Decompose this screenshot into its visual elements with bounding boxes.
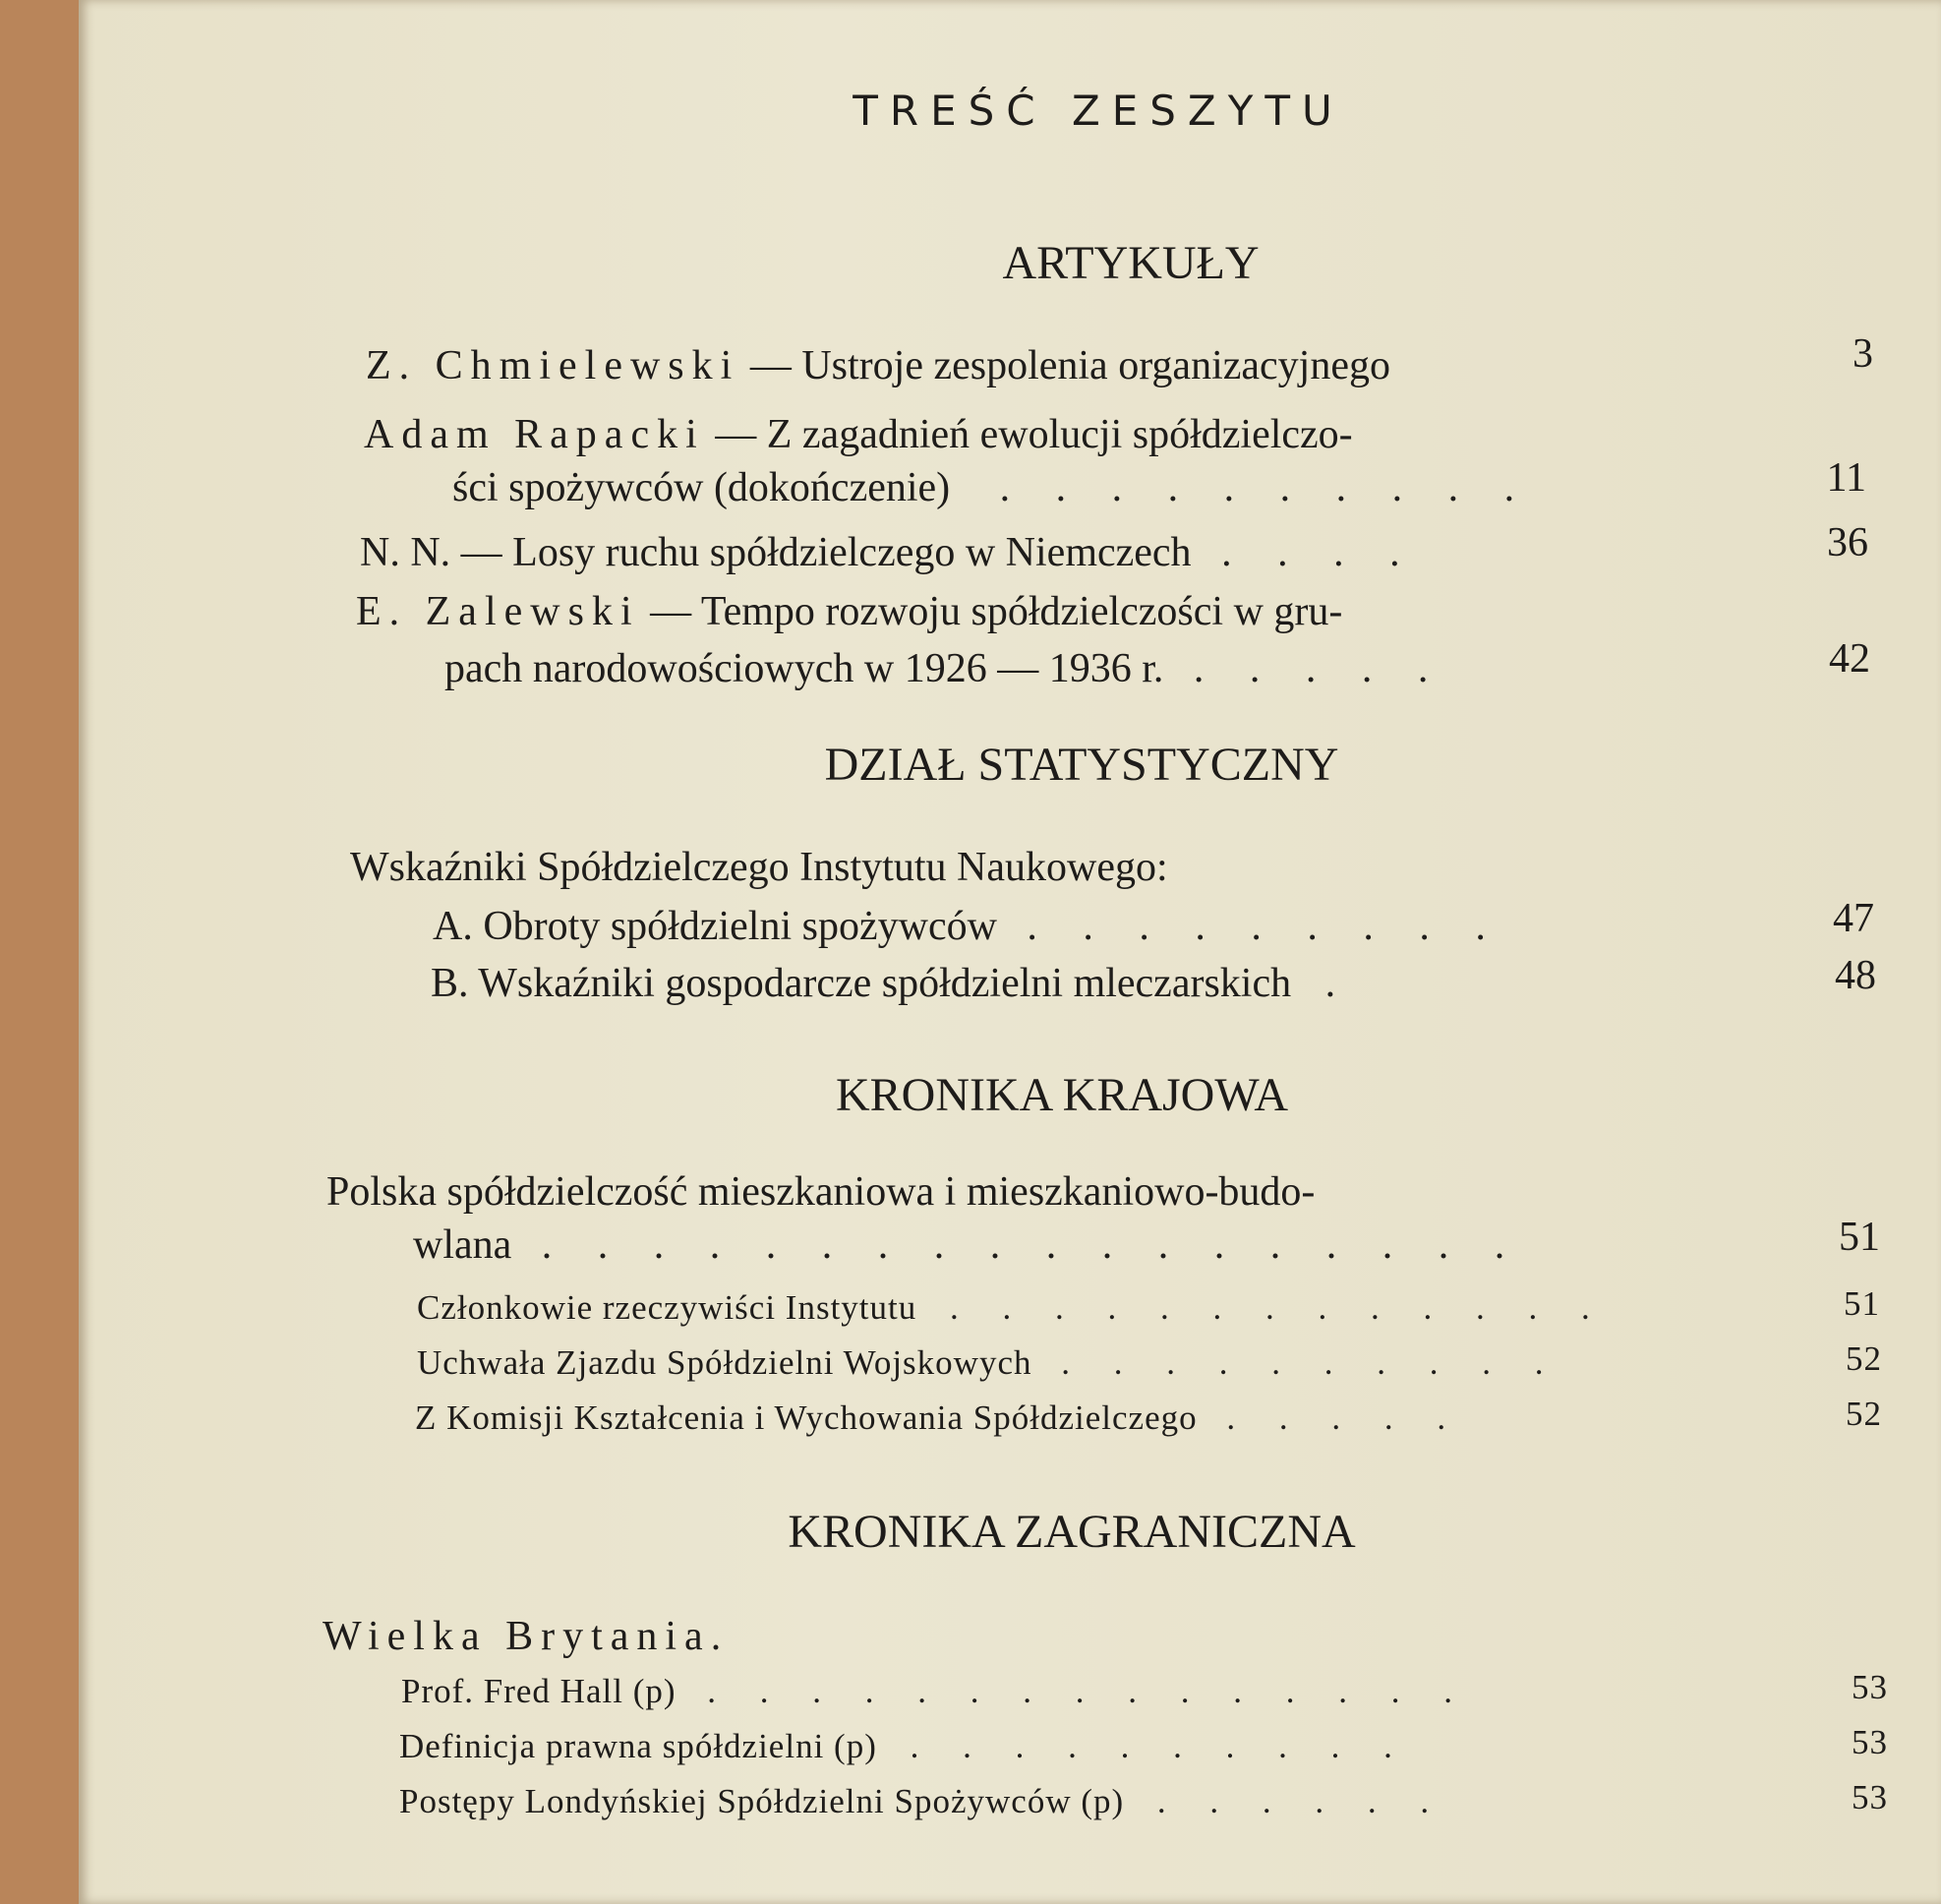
page-number: 52 <box>1846 1339 1882 1378</box>
toc-entry: Polska spółdzielczość mieszkaniowa i mieszkaniowo-budo- <box>326 1169 1316 1215</box>
toc-entry: Postępy Londyńskiej Spółdzielni Spożywców (p) . . . . . . <box>399 1782 1447 1820</box>
page-number: 53 <box>1852 1778 1888 1816</box>
section-heading-artykuly: ARTYKUŁY <box>1002 237 1260 289</box>
toc-entry-continuation: pach narodowościowych w 1926 — 1936 r. . . . . . <box>444 646 1446 691</box>
toc-entry: Prof. Fred Hall (p) . . . . . . . . . . . . . . . <box>401 1672 1471 1710</box>
toc-entry: Uchwała Zjazdu Spółdzielni Wojskowych . . . . . . . . . . <box>417 1343 1561 1382</box>
toc-entry: Z. Chmielewski — Ustroje zespolenia organizacyjnego <box>366 343 1390 388</box>
page-number: 48 <box>1835 953 1876 998</box>
page-number: 47 <box>1833 896 1874 941</box>
toc-entry: Adam Rapacki — Z zagadnień ewolucji spółdzielczo- <box>364 412 1353 457</box>
page-number: 11 <box>1826 455 1866 501</box>
toc-intro: Wskaźniki Spółdzielczego Instytutu Naukowego: <box>350 845 1168 890</box>
page-number: 36 <box>1827 520 1868 565</box>
toc-entry: Członkowie rzeczywiści Instytutu . . . . . . . . . . . . . <box>417 1288 1608 1327</box>
page-number: 51 <box>1844 1284 1880 1323</box>
toc-country: Wielka Brytania. <box>323 1614 730 1659</box>
toc-entry: Definicja prawna spółdzielni (p) . . . . . . . . . . <box>399 1727 1410 1765</box>
toc-entry-continuation: ści spożywców (dokończenie) . . . . . . . . . . <box>452 465 1533 510</box>
page-number: 51 <box>1839 1215 1880 1260</box>
toc-entry-continuation: wlana . . . . . . . . . . . . . . . . . . <box>413 1222 1523 1268</box>
page-number: 53 <box>1852 1723 1888 1761</box>
toc-entry: A. Obroty spółdzielni spożywców . . . . . . . . . <box>433 904 1503 949</box>
page-number: 52 <box>1846 1395 1882 1433</box>
page-title: TREŚĆ ZESZYTU <box>853 87 1344 135</box>
section-heading-zagraniczna: KRONIKA ZAGRANICZNA <box>788 1506 1356 1558</box>
toc-entry: B. Wskaźniki gospodarcze spółdzielni mleczarskich . <box>431 961 1354 1006</box>
section-heading-dzial: DZIAŁ STATYSTYCZNY <box>824 739 1339 791</box>
page-number: 42 <box>1829 636 1870 682</box>
document-page <box>79 0 1941 1904</box>
page-number: 3 <box>1853 331 1873 377</box>
section-heading-krajowa: KRONIKA KRAJOWA <box>835 1069 1288 1121</box>
toc-entry: E. Zalewski — Tempo rozwoju spółdzielczości w gru- <box>356 589 1343 634</box>
toc-entry: Z Komisji Kształcenia i Wychowania Spółdzielczego . . . . . <box>415 1398 1464 1437</box>
toc-entry: N. N. — Losy ruchu spółdzielczego w Niemczech . . . . <box>360 530 1418 575</box>
page-number: 53 <box>1852 1668 1888 1706</box>
